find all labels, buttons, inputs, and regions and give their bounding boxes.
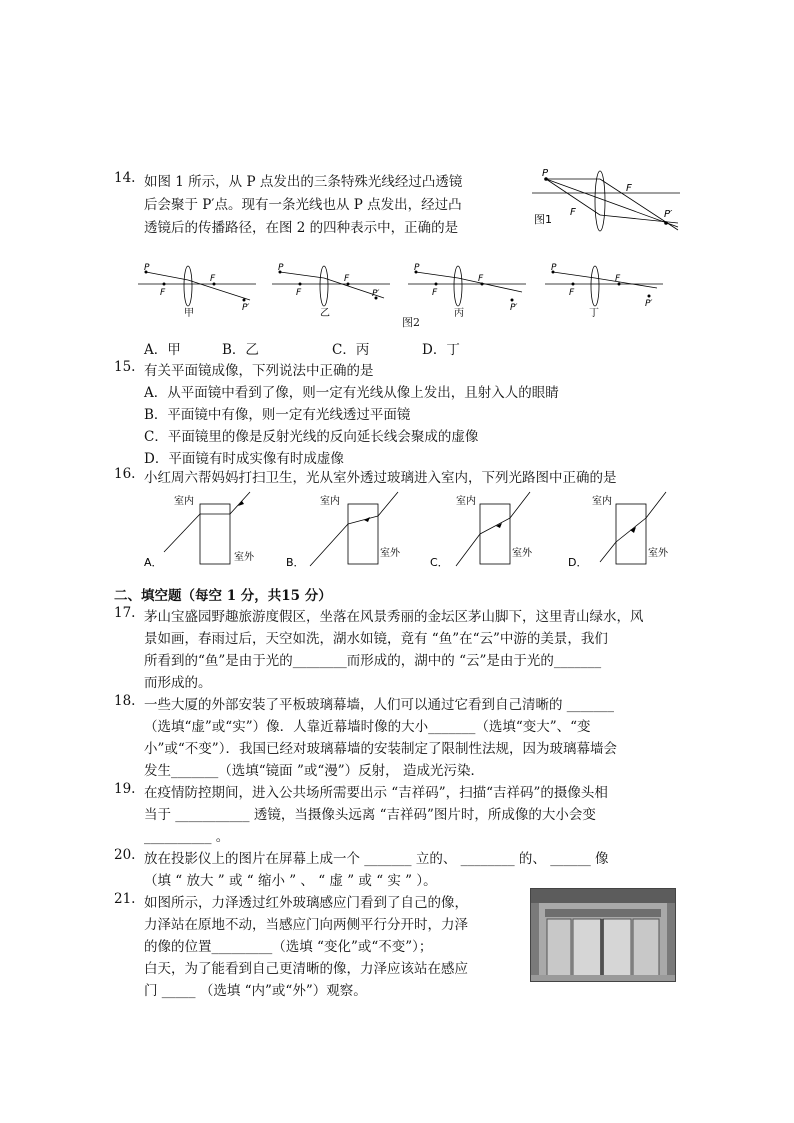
svg-text:F: F xyxy=(615,274,621,284)
svg-text:室外: 室外 xyxy=(648,548,668,559)
fig1-label-f-right: F xyxy=(626,183,632,194)
q18-line-1: 一些大厦的外部安装了平板玻璃幕墙，人们可以通过它看到自己清晰的 _______ xyxy=(144,697,615,713)
svg-text:P′: P′ xyxy=(645,299,653,309)
q15-option-b: B．平面镜中有像，则一定有光线透过平面镜 xyxy=(144,407,411,423)
fig1-label-p: P xyxy=(542,168,549,179)
q15-stem: 有关平面镜成像，下列说法中正确的是 xyxy=(144,363,374,379)
q16-diagram-a xyxy=(140,490,270,570)
svg-text:F: F xyxy=(344,274,350,284)
svg-text:P′: P′ xyxy=(510,303,518,313)
q14-option-c: C．丙 xyxy=(332,342,370,358)
panel-label-jia: 甲 xyxy=(184,308,194,319)
q20-line-1: 放在投影仪上的图片在屏幕上成一个 _______ 立的、 ________ 的、 ______ 像 xyxy=(144,851,609,867)
q19-line-2: 当于 ___________ 透镜，当摄像头远离 “吉祥码”图片时，所成像的大小会变 xyxy=(144,807,596,823)
q17-line-2: 景如画，春雨过后，天空如洗，湖水如镜，竟有 “鱼”在“云”中游的美景，我们 xyxy=(144,631,608,647)
svg-text:F: F xyxy=(478,274,484,284)
q21-number: 21. xyxy=(114,891,136,907)
q16-diagram-c xyxy=(428,490,558,570)
q19-number: 19. xyxy=(114,781,136,797)
q16-option-a: A． xyxy=(144,556,163,569)
svg-text:室内: 室内 xyxy=(174,496,194,507)
svg-text:室外: 室外 xyxy=(512,548,532,559)
q14-number: 14. xyxy=(114,170,136,186)
svg-text:F: F xyxy=(160,288,166,298)
q19-line-3: __________ 。 xyxy=(144,829,230,845)
figure-2-panel-yi xyxy=(272,262,394,320)
q16-number: 16. xyxy=(114,466,136,482)
q16-stem: 小红周六帮妈妈打扫卫生，光从室外透过玻璃进入室内，下列光路图中正确的是 xyxy=(144,470,617,486)
panel-label-ding: 丁 xyxy=(589,308,599,319)
svg-text:F: F xyxy=(569,288,575,298)
svg-text:室内: 室内 xyxy=(456,496,476,507)
q17-line-1: 茅山宝盛园野趣旅游度假区，坐落在风景秀丽的金坛区茅山脚下，这里青山绿水，风 xyxy=(144,609,644,625)
q18-line-2: （选填“虚”或“实”）像．人靠近幕墙时像的大小_______（选填“变大”、“变 xyxy=(144,719,591,735)
q16-option-d: D． xyxy=(568,556,588,569)
q18-number: 18. xyxy=(114,693,136,709)
section-2-title: 二、填空题（每空 1 分，共15 分） xyxy=(114,588,332,604)
svg-text:P: P xyxy=(551,263,557,273)
q21-line-4: 白天，为了能看到自己更清晰的像，力泽应该站在感应 xyxy=(144,961,468,977)
q21-line-1: 如图所示，力泽透过红外玻璃感应门看到了自己的像， xyxy=(144,895,468,911)
figure-1-convex-lens xyxy=(530,165,685,237)
q14-stem-line-3: 透镜后的传播路径，在图 2 的四种表示中，正确的是 xyxy=(144,220,459,236)
q14-option-a: A．甲 xyxy=(144,342,181,358)
svg-text:室内: 室内 xyxy=(320,496,340,507)
figure-2-panel-bing xyxy=(408,262,530,320)
q16-option-c: C． xyxy=(430,556,449,569)
q20-line-2: （填 “ 放大 ” 或 “ 缩小 ” 、 “ 虚 ” 或 “ 实 ” ）。 xyxy=(144,873,437,889)
svg-text:室内: 室内 xyxy=(592,496,612,507)
figure-2-panel-jia xyxy=(138,262,260,320)
q14-stem-line-2: 后会聚于 P′点。现有一条光线也从 P 点发出，经过凸 xyxy=(144,197,462,213)
q19-line-1: 在疫情防控期间，进入公共场所需要出示 “吉祥码”，扫描“吉祥码”的摄像头相 xyxy=(144,785,608,801)
svg-text:P′: P′ xyxy=(242,303,250,313)
panel-label-bing: 丙 xyxy=(454,308,464,319)
q16-diagram-b xyxy=(284,490,414,570)
q17-line-4: 而形成的。 xyxy=(144,675,212,691)
fig2-caption: 图2 xyxy=(402,316,420,329)
q16-option-b: B． xyxy=(286,556,305,569)
q14-option-b: B．乙 xyxy=(222,342,259,358)
svg-text:F: F xyxy=(210,274,216,284)
q14-option-d: D．丁 xyxy=(422,342,460,358)
q15-option-a: A．从平面镜中看到了像，则一定有光线从像上发出，且射入人的眼睛 xyxy=(144,385,559,401)
q15-option-d: D．平面镜有时成实像有时成虚像 xyxy=(144,451,344,467)
q15-option-c: C．平面镜里的像是反射光线的反向延长线会聚成的虚像 xyxy=(144,429,479,445)
q20-number: 20. xyxy=(114,847,136,863)
q15-number: 15. xyxy=(114,359,136,375)
q18-line-4: 发生_______（选填“镜面 ”或“漫”）反射， 造成光污染． xyxy=(144,763,484,779)
panel-label-yi: 乙 xyxy=(320,308,330,319)
fig1-caption: 图1 xyxy=(534,213,552,226)
svg-text:F: F xyxy=(296,288,302,298)
svg-text:P: P xyxy=(414,263,420,273)
sensor-door-photo xyxy=(530,888,676,982)
figure-2-panel-ding xyxy=(545,262,667,320)
q16-diagram-d xyxy=(566,490,696,570)
q17-line-3: 所看到的“鱼”是由于光的________而形成的，湖中的 “云”是由于光的_______ xyxy=(144,653,602,669)
fig1-label-p-prime: P′ xyxy=(664,209,673,220)
svg-text:P: P xyxy=(278,263,284,273)
svg-text:F: F xyxy=(432,288,438,298)
q18-line-3: 小”或“不变”）．我国已经对玻璃幕墙的安装制定了限制性法规，因为玻璃幕墙会 xyxy=(144,741,617,757)
svg-text:室外: 室外 xyxy=(380,548,400,559)
q21-line-5: 门 _____ （选填 “内”或“外”）观察。 xyxy=(144,983,367,999)
svg-text:P′: P′ xyxy=(372,289,380,299)
fig1-label-f-left: F xyxy=(570,207,576,218)
q17-number: 17. xyxy=(114,605,136,621)
q14-stem-line-1: 如图 1 所示，从 P 点发出的三条特殊光线经过凸透镜 xyxy=(144,174,463,190)
svg-text:P: P xyxy=(144,263,150,273)
q21-line-2: 力泽站在原地不动，当感应门向两侧平行分开时，力泽 xyxy=(144,917,468,933)
svg-text:室外: 室外 xyxy=(234,552,254,563)
q21-line-3: 的像的位置_________（选填 “变化”或“不变”）； xyxy=(144,939,433,955)
